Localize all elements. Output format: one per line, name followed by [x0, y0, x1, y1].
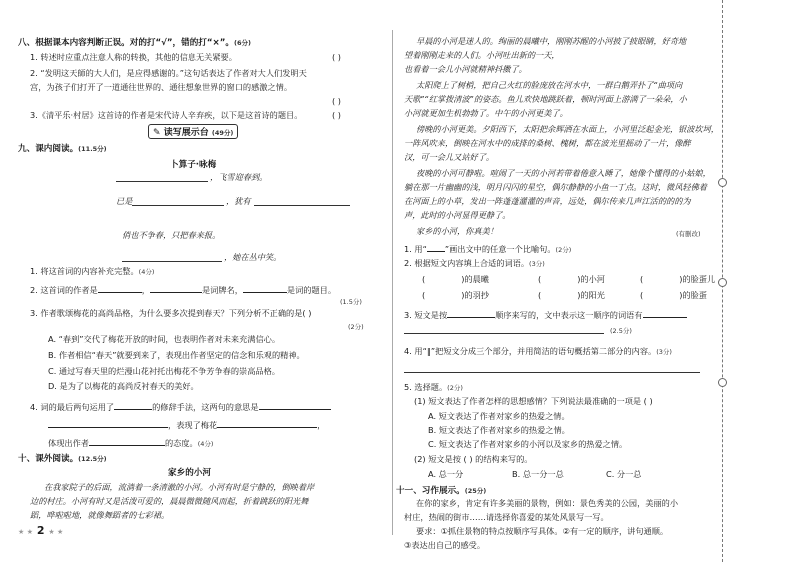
binding-hole-2	[718, 278, 727, 287]
s9-q2-text-b: ，	[141, 285, 150, 295]
s10-q3-text-b: 顺序来写的，文中表示这一顺序的词语有	[495, 310, 643, 320]
s9-q2-blank-cipai[interactable]	[150, 283, 202, 293]
section-10-score: (12.5分)	[78, 455, 107, 463]
s10-q1-text-b: ”画出文中的任意一个比喻句。	[444, 244, 556, 254]
poem-blank-2[interactable]	[132, 205, 224, 206]
s9-q4-blank-rhetoric[interactable]	[114, 400, 152, 410]
s9-q3-option-c[interactable]: C. 通过写春天里的烂漫山花衬托出梅花不争芳争春的崇高品格。	[48, 366, 280, 376]
section-9-title-text: 九、课内阅读。	[18, 144, 79, 154]
poem-blank-4[interactable]	[122, 261, 222, 262]
column-divider	[392, 30, 393, 535]
story-paragraph-3-line-3: 小河就更加生机勃勃了。中午的小河更美了。	[404, 108, 568, 118]
banner-label: 读写展示台	[163, 128, 209, 138]
story-paragraph-5-line-3: 在河面上的小草，发出一阵蓬蓬灌灌的声音，远处，偶尔传来几声江活的的的为	[404, 196, 691, 206]
essay-prompt-line-2: 村庄，热闹的街市……请选择你喜爱的某处风景写一写。	[404, 512, 609, 522]
s10-q5-1-option-b[interactable]: B. 短文表达了作者对家乡的热爱之情。	[428, 425, 570, 435]
s10-q5-2-option-b[interactable]: B. 总一分一总	[512, 469, 564, 479]
binding-hole-1	[718, 178, 727, 187]
s9-q1	[30, 266, 154, 278]
section-10-title-text: 十、课外阅读。	[18, 454, 79, 464]
s10-q2	[404, 258, 545, 270]
s8-item-3-paren[interactable]: ( )	[332, 110, 341, 120]
s9-q4-blank-attitude[interactable]	[89, 436, 165, 446]
story-paragraph-4-line-3: 汉，可一会儿又站好了。	[404, 152, 495, 162]
story-title: 家乡的小河	[168, 468, 211, 478]
s10-q5	[404, 382, 463, 394]
s9-q3-option-d[interactable]: D. 是为了以梅花的高尚反衬春天的美好。	[48, 381, 199, 391]
s8-item-1: 1. 转述时应重点注意人称的转换，其他的信息无关紧要。	[30, 52, 237, 62]
section-8-title-text: 八、根据课本内容判断正误。对的打“√”，错的打“×”。	[18, 38, 234, 48]
s10-q4	[404, 346, 672, 358]
s10-q4-text: 4. 用“‖”把短文分成三个部分，并用简洁的语句概括第二部分的内容。	[404, 346, 657, 356]
s10-q2-word-1-text: 的晨曦	[464, 274, 489, 284]
essay-requirement-line-2: ③表达出自己的感受。	[404, 540, 486, 550]
story-paragraph-3-line-1: 太阳爬上了树梢，把自己火红的脸庞放在河水中，一群白鹅弄扑了“曲项向	[416, 80, 683, 90]
s9-q4-text-d: ，	[317, 420, 326, 430]
star-icon: ★ ★	[18, 528, 33, 536]
s9-q4-line1	[30, 400, 331, 413]
s10-q2-word-3[interactable]: ( )的脸蛋儿	[640, 274, 716, 284]
s10-q2-word-5-text: 的阳光	[580, 290, 605, 300]
story-paragraph-2-line-3: 也看着一会儿小河就精神抖擞了。	[404, 64, 527, 74]
story-paragraph-2-line-1: 早晨的小河是迷人的。绚丽的晨曦中，刚刚苏醒的小河披了披眼睛，好奇地	[416, 36, 687, 46]
s10-q1-underline-sample	[427, 242, 445, 252]
story-paragraph-5-line-2: 躺在那一片幽幽的浅，明月闪闪的星空，偶尔静静的小鱼一丁点。这时，微风轻佛着	[404, 182, 707, 192]
s10-q1-score: (2分)	[555, 246, 572, 254]
essay-requirement-line-1: 要求：①抓住景物的特点按顺序写具体。②有一定的顺序，讲句通顺。	[416, 526, 669, 536]
s10-q4-answer-line[interactable]	[404, 372, 700, 373]
story-paragraph-2-line-2: 望着刚刚走来的人们。小河吐出新的一天，	[404, 50, 560, 60]
s9-q4-text-b: 的修辞手法，这两句的意思是	[152, 402, 259, 412]
section-11-score: (25分)	[464, 487, 487, 495]
page-number-text: 2	[36, 524, 45, 537]
poem-line-3: 俏也不争春，只把春来报。	[122, 230, 221, 240]
s10-q2-word-2-text: 的小河	[580, 274, 605, 284]
s10-q5-1-option-a[interactable]: A. 短文表达了作者对家乡的热爱之情。	[428, 411, 570, 421]
s9-q2-score: (1.5分)	[340, 298, 362, 306]
s10-q2-word-1[interactable]: ( )的晨曦	[422, 274, 489, 284]
story-paragraph-5-line-1: 夜晚的小河可静啦。喧闹了一天的小河若带着倦意入睡了，她像个懂得的小姑娘，	[416, 168, 711, 178]
s9-q2	[30, 283, 336, 296]
s9-q1-score: (4分)	[138, 268, 155, 276]
s10-q2-word-4-text: 的羽抄	[464, 290, 489, 300]
s8-item-2-line2: 宫，为孩子们打开了一道通往世界的、通往想象世界的窗口的感激之情。	[30, 82, 293, 92]
s9-q2-text-a: 2. 这首词的作者是	[30, 285, 98, 295]
s8-item-1-paren[interactable]: ( )	[332, 52, 341, 62]
story-paragraph-4-line-2: 一阵风吹来，倒映在河水中的成排的桑树、槐树，都在波光里摇动了一片，像醉	[404, 138, 691, 148]
s10-q3-blank-words-2[interactable]	[404, 333, 604, 334]
section-9-title	[18, 142, 107, 154]
section-8-score: (6分)	[234, 39, 251, 47]
story-paragraph-4-line-1: 傍晚的小河更美。夕阳西下，太阳把余辉洒在水面上，小河里泛起金光，银波坎坷，	[416, 124, 719, 134]
essay-prompt-line-1: 在你的家乡，肯定有许多美丽的景物，例如：景色秀美的公园，美丽的小	[416, 498, 679, 508]
s9-q3-option-b[interactable]: B. 作者相信“春天”就要到来了，表现出作者坚定的信念和乐观的精神。	[48, 350, 305, 360]
s9-q4-blank-meaning-2[interactable]	[48, 418, 168, 428]
s10-q2-word-6[interactable]: ( )的脸蛋	[640, 290, 707, 300]
story-paragraph-1-line-1: 在我家院子的后面，流淌着一条清澈的小河。小河有时是宁静的，倒映着岸	[44, 482, 315, 492]
section-11-title-text: 十一、习作展示。	[396, 486, 465, 496]
poem-line-1: ，飞雪迎春到。	[210, 172, 268, 182]
poem-title: 卜算子·咏梅	[170, 160, 217, 170]
poem-line-4: ，她在丛中笑。	[224, 252, 282, 262]
s9-q3-score: (2分)	[348, 323, 364, 331]
binding-hole-3	[718, 378, 727, 387]
s10-q3-score: (2.5分)	[610, 327, 632, 335]
poem-line-2a: 已是	[116, 196, 133, 206]
section-11-title	[396, 484, 486, 496]
s10-q3	[404, 308, 687, 321]
s8-item-3: 3.《清平乐·村居》这首诗的作者是宋代诗人辛弃疾，以下是这首诗的题目。	[30, 110, 303, 120]
s10-q2-score: (3分)	[529, 260, 545, 268]
s9-q4-text-f: 的态度。	[164, 438, 198, 448]
pencil-icon: ✎	[153, 128, 161, 138]
s9-q4-line3	[48, 436, 213, 450]
s9-q4-text-c: ，表现了梅花	[168, 420, 218, 430]
s10-q5-2-option-c[interactable]: C. 分一总	[606, 469, 642, 479]
s9-q4-score: (4分)	[197, 440, 214, 448]
s8-item-2-line1: 2. “发明这天師的大人们，是应得感谢的。”这句话表达了作者对大人们发明天	[30, 68, 307, 78]
story-paragraph-1-line-3: 蹈，哗啦啦地，就像舞蹈者的七彩裙。	[30, 510, 170, 520]
s10-q2-word-6-text: 的脸蛋	[682, 290, 707, 300]
s9-q2-text-c: 是词牌名，	[201, 285, 243, 295]
s10-q5-1: (1) 短文表达了作者怎样的思想感情？下列说法最准确的一项是 ( )	[414, 396, 653, 406]
s9-q2-text-d: 是词的题目。	[286, 285, 337, 295]
s10-q2-word-2[interactable]: ( )的小河	[538, 274, 605, 284]
s9-q4-blank-plum[interactable]	[217, 418, 317, 428]
s10-q2-word-4[interactable]: ( )的羽抄	[422, 290, 489, 300]
s10-q2-word-5[interactable]: ( )的阳光	[538, 290, 605, 300]
page-number	[18, 524, 63, 537]
s10-q5-1-option-c[interactable]: C. 短文表达了作者对家乡的小河以及家乡的热爱之情。	[428, 439, 628, 449]
s10-q5-2-option-a[interactable]: A. 总一分	[428, 469, 464, 479]
story-paragraph-3-line-2: 天歌”“红掌拨清波”的姿态。鱼儿欢快地跳跃着，顿时河面上游满了一朵朵，小	[404, 94, 687, 104]
s9-q4-text-e: 体现出作者	[48, 438, 89, 448]
story-paragraph-6: 家乡的小河，你真美！	[416, 226, 498, 236]
s10-q3-blank-words[interactable]	[643, 308, 687, 318]
s9-q4-blank-meaning[interactable]	[259, 400, 331, 410]
s10-q5-text: 5. 选择题。	[404, 382, 448, 392]
s10-q3-blank-order[interactable]	[447, 308, 495, 318]
s10-q3-text-a: 3. 短文是按	[404, 310, 448, 320]
s9-q1-text: 1. 将这首词的内容补充完整。	[30, 266, 139, 276]
poem-blank-3[interactable]	[254, 205, 350, 206]
section-10-title	[18, 452, 107, 464]
s10-q2-word-3-text: 的脸蛋儿	[682, 274, 716, 284]
s10-q5-score: (2分)	[447, 384, 463, 392]
story-paragraph-1-line-2: 边的村庄。小河有时又是活泼可爱的，晨晨微微随风而起，折着跳跃的阳光舞	[30, 496, 309, 506]
s9-q4-line2	[48, 418, 325, 431]
banner-score: (49分)	[211, 129, 234, 137]
star-icon-right: ★ ★	[48, 528, 64, 536]
s9-q4-text-a: 4. 词的最后两句运用了	[30, 402, 115, 412]
section-9-score: (11.5分)	[78, 145, 107, 153]
s10-q5-2: (2) 短文是按 ( ) 的结构来写的。	[414, 454, 533, 464]
s9-q3-option-a[interactable]: A. “春到”交代了梅花开放的时间，也表明作者对未来充满信心。	[48, 334, 281, 344]
s9-q2-blank-author[interactable]	[98, 283, 142, 293]
poem-line-2b: ，犹有	[226, 196, 251, 206]
section-8-title	[18, 36, 251, 48]
s10-q1-text-a: 1. 用“	[404, 244, 427, 254]
s9-q2-blank-title[interactable]	[243, 283, 287, 293]
story-paragraph-5-line-4: 声，此时的小河显得更静了。	[404, 210, 511, 220]
poem-blank-1[interactable]	[116, 181, 208, 182]
reading-writing-banner	[148, 124, 238, 139]
story-source-note: (有删改)	[676, 230, 701, 238]
s8-item-2-paren[interactable]: ( )	[332, 96, 341, 106]
s10-q4-score: (3分)	[656, 348, 672, 356]
s9-q3: 3. 作者歌颂梅花的高尚品格，为什么要多次提到春天？下列分析不正确的是( )	[30, 308, 312, 318]
s10-q2-text: 2. 根据短文内容填上合适的词语。	[404, 258, 530, 268]
s10-q1	[404, 242, 571, 256]
